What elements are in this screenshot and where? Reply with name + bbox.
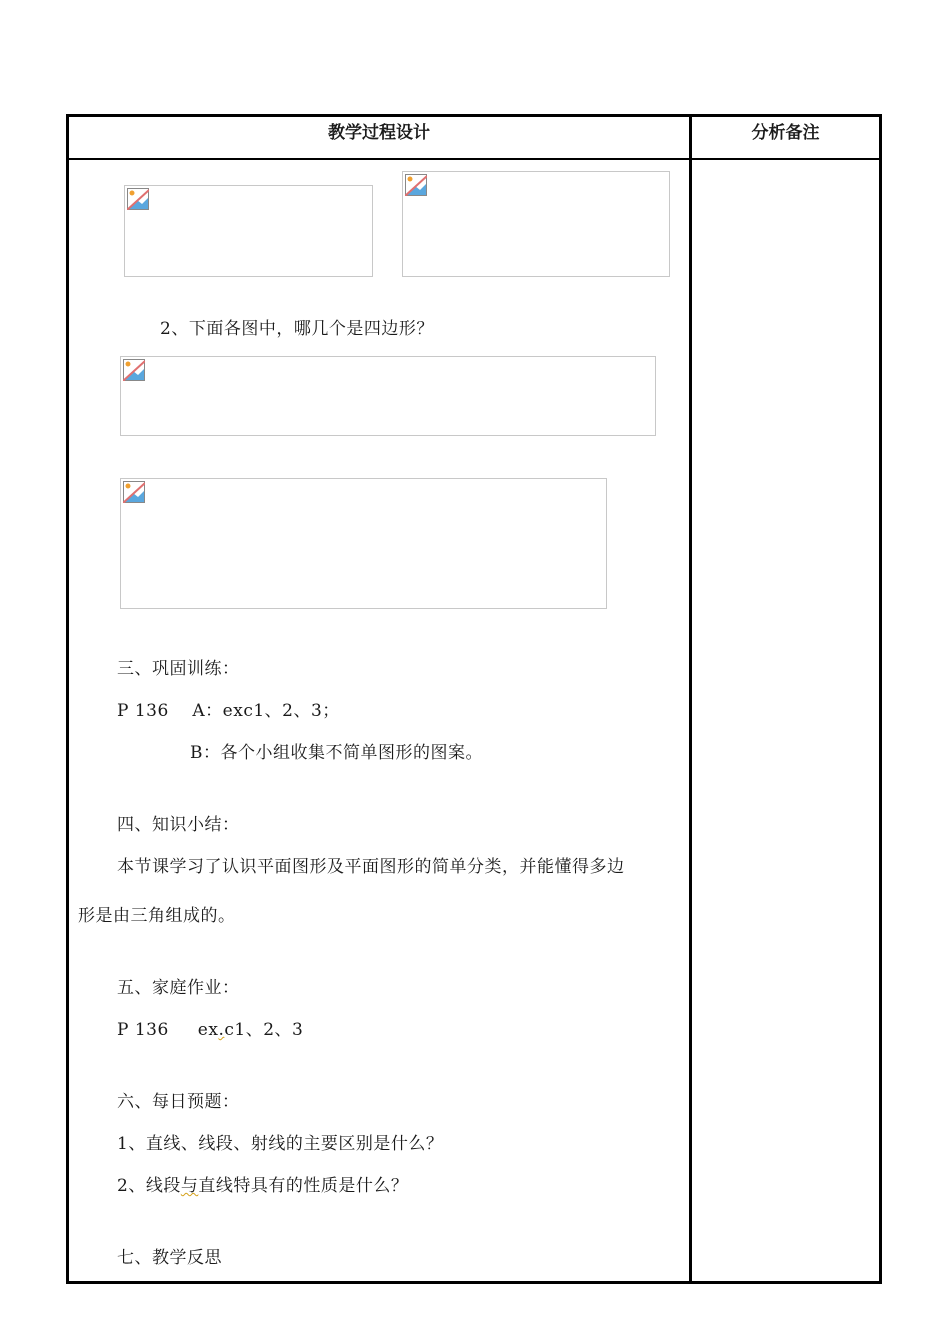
question-2-part-a: 2、线段 (117, 1176, 181, 1196)
table-border-bottom (66, 1281, 882, 1284)
section-4-line-2: 形是由三角组成的。 (78, 906, 236, 926)
figure-image-4 (120, 478, 607, 609)
section-5-line (117, 1015, 303, 1040)
section-7-title: 七、教学反思 (117, 1248, 222, 1268)
figure-image-2 (402, 171, 670, 277)
section-6-question-2 (117, 1171, 408, 1196)
figure-image-3 (120, 356, 656, 436)
exercise-numbers: c1、2、3 (224, 1020, 304, 1040)
header-teaching-process: 教学过程设计 (328, 123, 430, 143)
section-6-title: 六、每日预题： (117, 1092, 240, 1112)
section-3-line-2: B：各个小组收集不简单图形的图案。 (190, 743, 483, 763)
broken-image-icon (123, 481, 145, 503)
table-column-divider (689, 114, 692, 1284)
section-3-title: 三、巩固训练： (117, 659, 240, 679)
section-5-title: 五、家庭作业： (117, 978, 240, 998)
header-analysis-notes: 分析备注 (751, 123, 820, 143)
broken-image-icon (405, 174, 427, 196)
question-2-part-b: 与 (180, 1176, 199, 1196)
section-4-title: 四、知识小结： (117, 815, 240, 835)
table-border-left (66, 114, 69, 1284)
broken-image-icon (127, 188, 149, 210)
section-3-line-1: P 136 A：exc1、2、3； (117, 701, 340, 721)
exercise-prefix: ex (197, 1020, 219, 1040)
question-2-part-c: 直线特具有的性质是什么？ (198, 1176, 409, 1196)
table-border-right (879, 114, 882, 1284)
section-6-question-1: 1、直线、线段、射线的主要区别是什么？ (117, 1134, 444, 1154)
question-2: 2、下面各图中，哪几个是四边形？ (160, 319, 434, 339)
section-4-line-1: 本节课学习了认识平面图形及平面图形的简单分类，并能懂得多边 (117, 857, 625, 877)
broken-image-icon (123, 359, 145, 381)
exercise-dot: . (218, 1020, 225, 1040)
figure-image-1 (124, 185, 373, 277)
page-ref: P 136 (117, 1020, 169, 1040)
